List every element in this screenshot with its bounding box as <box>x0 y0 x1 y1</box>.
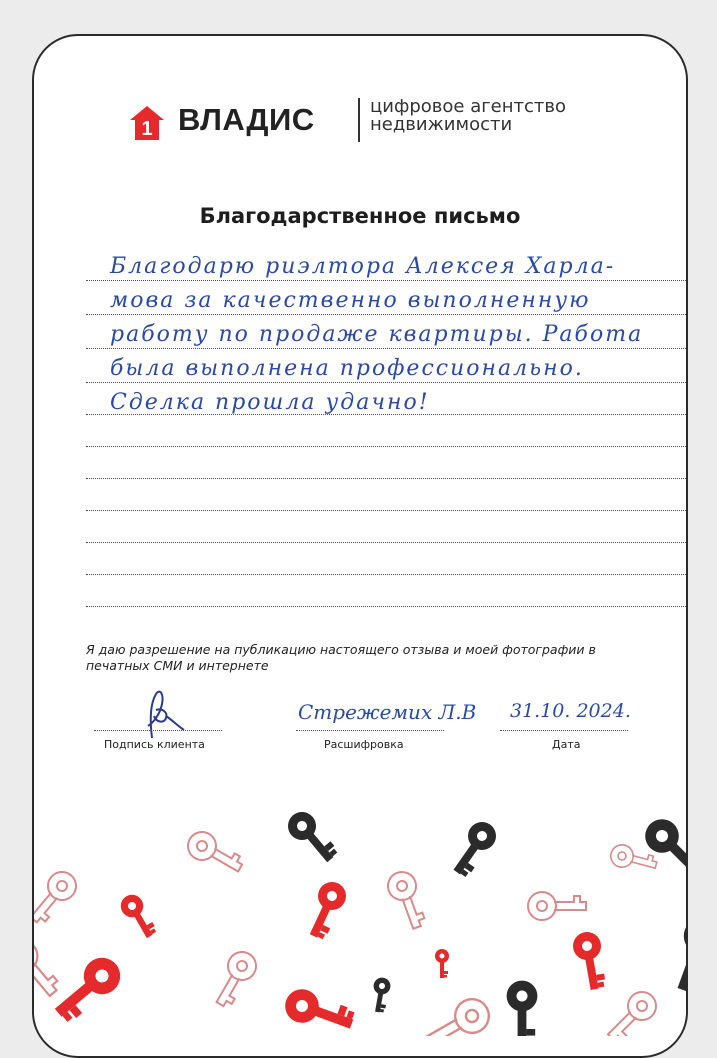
key-pattern-decoration <box>32 776 688 1036</box>
key-icon <box>638 812 688 885</box>
writing-line <box>86 348 686 349</box>
decoding-value: Стрежемих Л.В <box>298 700 477 724</box>
writing-line <box>86 542 686 543</box>
key-icon <box>46 950 127 1026</box>
writing-line <box>86 510 686 511</box>
writing-line <box>86 280 686 281</box>
key-icon <box>445 817 501 881</box>
brand-name: ВЛАДИС <box>178 102 315 137</box>
letter-sheet <box>32 34 688 1058</box>
key-icon <box>507 981 538 1036</box>
key-icon <box>282 806 341 868</box>
house-key-logo-icon <box>128 104 166 142</box>
key-icon <box>301 877 351 941</box>
logo-divider <box>358 98 360 142</box>
writing-line <box>86 382 686 383</box>
key-outline-icon <box>418 993 495 1036</box>
key-icon <box>369 976 392 1013</box>
brand-tagline <box>370 98 566 134</box>
client-signature-scribble <box>126 686 196 742</box>
key-outline-icon <box>32 866 82 928</box>
date-label: Дата <box>552 738 581 751</box>
date-value: 31.10. 2024. <box>510 700 631 722</box>
client-signature-label: Подпись клиента <box>104 738 205 751</box>
key-outline-icon <box>32 934 65 1003</box>
handwritten-line-4: была выполнена профессионально. <box>110 356 584 381</box>
publication-consent: Я даю разрешение на публикацию настоящего отзыва и моей фотографии в печатных СМИ и интернете <box>86 642 596 673</box>
key-outline-icon <box>384 868 430 932</box>
tagline-line-1: цифровое агентство <box>370 96 567 117</box>
key-outline-icon <box>528 892 586 920</box>
date-line <box>500 730 628 731</box>
key-icon <box>665 913 688 996</box>
key-icon <box>571 930 609 992</box>
client-signature-line <box>94 730 222 731</box>
key-icon <box>117 891 160 942</box>
letter-title: Благодарственное письмо <box>199 204 521 228</box>
writing-line <box>86 414 686 415</box>
logo-digit: 1 <box>141 118 153 140</box>
key-icon <box>435 949 449 978</box>
writing-line <box>86 574 686 575</box>
writing-line <box>86 446 686 447</box>
decoding-label: Расшифровка <box>324 738 404 751</box>
writing-line <box>86 314 686 315</box>
key-icon <box>280 984 357 1036</box>
key-outline-icon <box>183 827 247 880</box>
writing-line <box>86 478 686 479</box>
handwritten-line-3: работу по продаже квартиры. Работа <box>110 322 644 347</box>
handwritten-line-2: мова за качественно выполненную <box>110 288 591 313</box>
handwritten-line-5: Сделка прошла удачно! <box>110 390 430 415</box>
handwritten-line-1: Благодарю риэлтора Алексея Харла- <box>110 254 616 279</box>
writing-line <box>86 606 686 607</box>
decoding-line <box>296 730 444 731</box>
brand-logo <box>128 96 608 156</box>
key-outline-icon <box>601 986 662 1036</box>
tagline-line-2: недвижимости <box>370 114 513 135</box>
key-outline-icon <box>208 947 261 1011</box>
